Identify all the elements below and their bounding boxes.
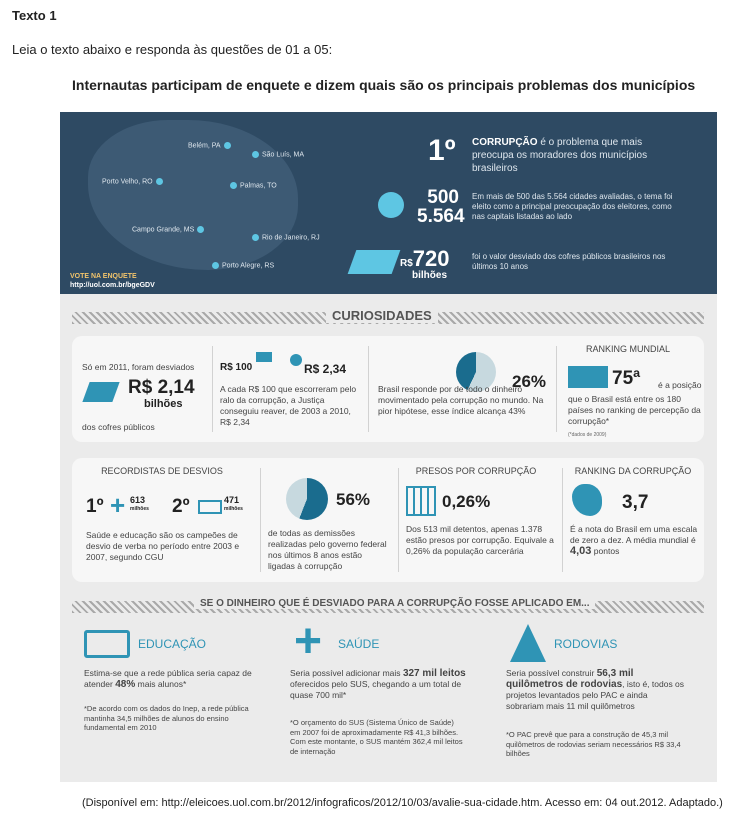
city-campo-grande: Campo Grande, MS: [132, 226, 207, 233]
sau-text: Seria possível adicionar mais 327 mil leitos oferecidos pelo SUS, chegando a um total de quase 700 mil*: [290, 668, 466, 700]
rank-number: 1º: [428, 134, 456, 167]
cities-count: 500 5.564: [417, 187, 465, 227]
top-panel: [60, 112, 717, 294]
money-value: R$720: [400, 246, 450, 271]
source-citation: (Disponível em: http://eleicoes.uol.com.br/2012/infograficos/2012/10/03/avalie-sua-cidade.htm. Acesso em: 04 out.2012. Adaptado.): [82, 797, 723, 809]
health-cross-icon: +: [110, 490, 126, 520]
r2-text: de todas as demissões realizadas pelo governo federal nos últimos 8 anos estão ligadas à corrupção: [268, 528, 387, 571]
podium-icon: [568, 366, 608, 388]
c1-unit: bilhões: [144, 398, 183, 410]
city-porto-velho: Porto Velho, RO: [102, 178, 166, 185]
rod-title: RODOVIAS: [554, 637, 618, 651]
r3-head: PRESOS POR CORRUPÇÃO: [415, 466, 537, 476]
jail-icon: [406, 486, 436, 516]
text-label: Texto 1: [12, 8, 57, 23]
pie-56: [286, 478, 328, 520]
r1-a-val: 613 milhões: [130, 495, 149, 512]
curiosities-heading: CURIOSIDADES: [326, 308, 438, 323]
c1-big: R$ 2,14: [128, 377, 195, 398]
r3-pct: 0,26%: [442, 492, 491, 511]
r2-pct: 56%: [336, 490, 371, 509]
cities-text: Em mais de 500 das 5.564 cidades avaliadas, o tema foi eleito como a principal preocupação dos eleitores, como nas capitais listadas ao lado: [472, 192, 673, 221]
faucet-icon: [256, 352, 272, 362]
health-cross-icon: +: [294, 615, 323, 668]
curiosities-card: [72, 336, 704, 442]
city-belem: Belém, PA: [188, 142, 234, 149]
instructions: Leia o texto abaixo e responda às questões de 01 a 05:: [12, 42, 333, 57]
c1-post: dos cofres públicos: [82, 422, 155, 432]
c4-rank: 75ª: [612, 368, 641, 389]
c3-text: Brasil responde por de todo o dinheiro movimentado pela corrupção no mundo. Na pior hipótese, esse índice alcança 43%: [378, 384, 544, 416]
c4-text2: que o Brasil está entre os 180 países no ranking de percepção da corrupção*: [568, 394, 701, 426]
article-title: Internautas participam de enquete e dizem quais são os principais problemas dos municípios: [72, 77, 696, 93]
c1-pre: Só em 2011, foram desviados: [82, 362, 195, 372]
city-sao-luis: São Luís, MA: [252, 151, 304, 158]
r1-first: 1º: [86, 496, 104, 517]
c4-note: (*dados de 2009): [568, 432, 607, 438]
city-rio: Rio de Janeiro, RJ: [252, 234, 320, 241]
city-palmas: Palmas, TO: [230, 182, 277, 189]
money-icon: [82, 382, 119, 402]
c2-text: A cada R$ 100 que escorreram pelo ralo da corrupção, a Justiça conseguiu reaver, de 2003 a 2010, R$ 2,34: [220, 384, 357, 427]
r3-text: Dos 513 mil detentos, apenas 1.378 estão presos por corrupção. Equivale a 0,26% da população carcerária: [406, 524, 554, 556]
sau-note: *O orçamento do SUS (Sistema Único de Saúde) em 2007 foi de aproximadamente R$ 41,3 bilhões. Com este montante, o SUS mantém 362,4 mil leitos de internação: [290, 718, 463, 756]
r1-head: RECORDISTAS DE DESVIOS: [101, 466, 223, 476]
coins-icon: [290, 354, 302, 366]
r4-head: RANKING DA CORRUPÇÃO: [574, 466, 692, 476]
book-icon: [84, 630, 130, 658]
brazil-icon: [572, 484, 602, 516]
stats-card: [72, 458, 704, 582]
rod-text: Seria possível construir 56,3 mil quilômetros de rodovias, isto é, todos os projetos levantados pelo PAC e ainda sobrariam mais 11 mil quilômetros: [506, 668, 685, 711]
r1-text: Saúde e educação são os campeões de desvio de verba no período entre 2003 e 2007, segundo CGU: [86, 530, 240, 562]
edu-note: *De acordo com os dados do Inep, a rede pública mantinha 34,5 milhões de alunos do ensino fundamental em 2010: [84, 704, 249, 732]
infographic: [60, 112, 717, 782]
c2-a: R$ 100: [220, 362, 253, 373]
if-heading: SE O DINHEIRO QUE É DESVIADO PARA A CORRUPÇÃO FOSSE APLICADO EM...: [194, 598, 595, 609]
poll-link[interactable]: VOTE NA ENQUETE http://uol.com.br/bgeGDV: [70, 273, 155, 289]
c4-text1: é a posição: [658, 380, 702, 390]
road-icon: [510, 624, 546, 662]
book-icon: [198, 500, 222, 514]
r1-b-val: 471 milhões: [224, 495, 243, 512]
money-text: foi o valor desviado dos cofres públicos brasileiros nos últimos 10 anos: [472, 252, 666, 271]
c4-head: RANKING MUNDIAL: [585, 344, 670, 354]
target-icon: [378, 192, 404, 218]
r4-val: 3,7: [622, 492, 649, 513]
sau-title: SAÚDE: [338, 637, 380, 651]
r1-second: 2º: [172, 496, 190, 517]
c3-pct: 26%: [512, 372, 547, 391]
r4-text: É a nota do Brasil em uma escala de zero a dez. A média mundial é 4,03 pontos: [570, 524, 698, 557]
rod-note: *O PAC prevê que para a construção de 45,3 mil quilômetros de rodovias seriam necessários R$ 33,4 bilhões: [506, 730, 681, 758]
city-porto-alegre: Porto Alegre, RS: [212, 262, 274, 269]
rank-text: CORRUPÇÃO é o problema que mais preocupa os moradores dos municípios brasileiros: [472, 137, 648, 174]
c2-b: R$ 2,34: [304, 362, 347, 376]
money-icon: [348, 250, 401, 274]
edu-text: Estima-se que a rede pública seria capaz de atender 48% mais alunos*: [84, 668, 252, 690]
edu-title: EDUCAÇÃO: [138, 637, 207, 651]
money-unit: bilhões: [412, 270, 448, 281]
